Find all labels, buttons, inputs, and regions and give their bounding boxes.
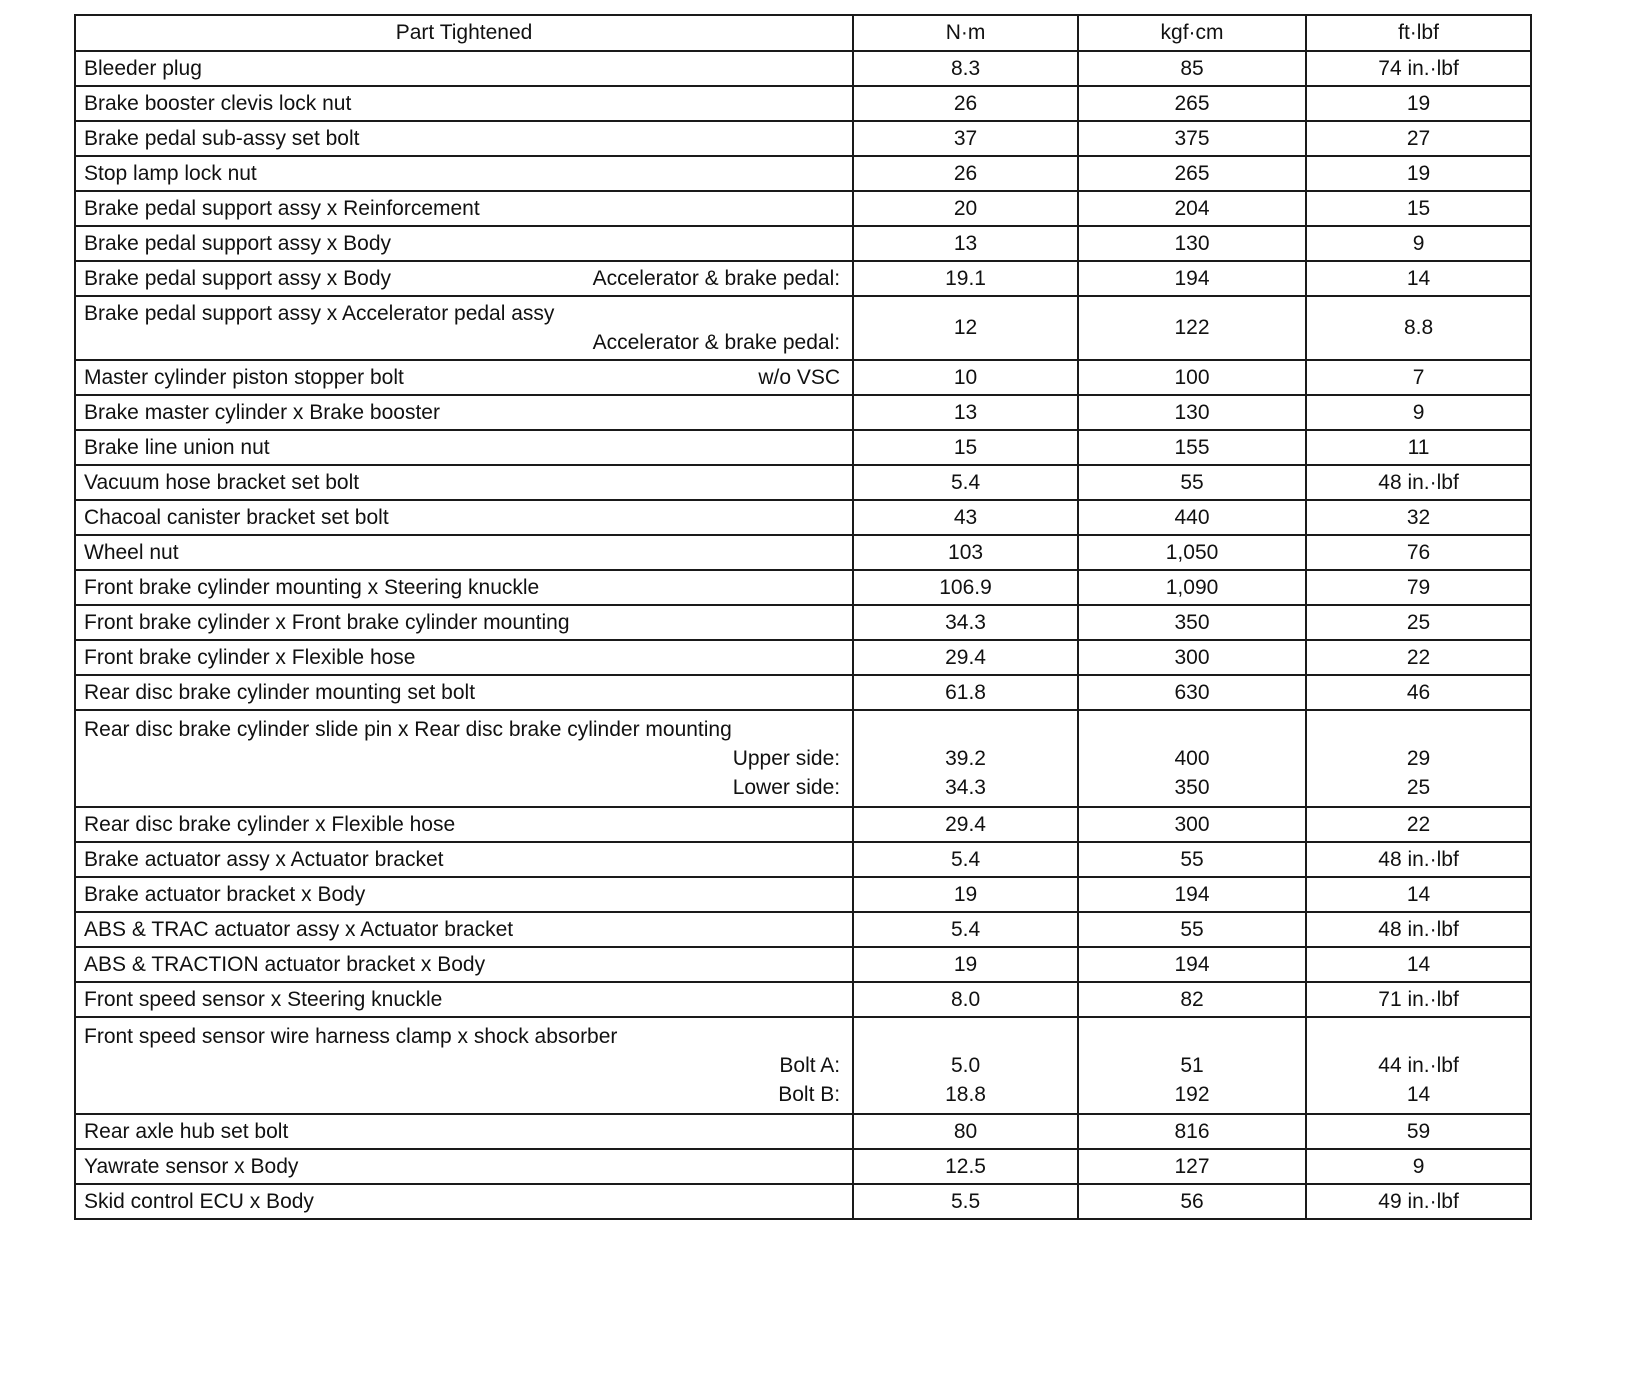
ft-cell: 11 (1306, 430, 1531, 465)
part-cell (75, 877, 853, 912)
nm-cell: 106.9 (853, 570, 1078, 605)
ft-cell (1306, 1017, 1531, 1114)
ft-cell: 25 (1306, 605, 1531, 640)
table-row (75, 982, 1531, 1017)
part-note: Accelerator & brake pedal: (592, 331, 841, 354)
sub-kgf-value: 400 (1174, 747, 1210, 770)
part-name: ABS & TRAC actuator assy x Actuator bracket (84, 917, 514, 941)
part-cell (75, 121, 853, 156)
part-cell (75, 605, 853, 640)
table-body (75, 51, 1531, 1219)
part-cell (75, 675, 853, 710)
nm-cell: 37 (853, 121, 1078, 156)
part-name: Front brake cylinder x Front brake cylinder mounting (84, 610, 570, 634)
kgf-cell: 204 (1078, 191, 1306, 226)
table-row (75, 500, 1531, 535)
part-name: Brake pedal sub-assy set bolt (84, 126, 360, 150)
sub-ft-value: 44 in.·lbf (1378, 1054, 1459, 1077)
ft-cell: 74 in.·lbf (1306, 51, 1531, 86)
ft-cell: 14 (1306, 947, 1531, 982)
ft-cell: 9 (1306, 226, 1531, 261)
table-row (75, 86, 1531, 121)
sub-nm-value: 34.3 (945, 776, 986, 799)
ft-cell: 48 in.·lbf (1306, 465, 1531, 500)
part-cell (75, 156, 853, 191)
kgf-cell: 130 (1078, 226, 1306, 261)
sub-nm-value: 18.8 (945, 1083, 986, 1106)
nm-cell: 20 (853, 191, 1078, 226)
sub-ft-value: 14 (1406, 1083, 1431, 1106)
ft-cell: 48 in.·lbf (1306, 912, 1531, 947)
table-row (75, 947, 1531, 982)
part-name: Vacuum hose bracket set bolt (84, 470, 360, 494)
part-name: Front speed sensor wire harness clamp x shock absorber (84, 1025, 618, 1048)
part-cell (75, 535, 853, 570)
kgf-cell: 127 (1078, 1149, 1306, 1184)
ft-cell: 27 (1306, 121, 1531, 156)
sub-label: Bolt B: (778, 1083, 841, 1106)
kgf-cell: 122 (1078, 296, 1306, 360)
part-name: Brake master cylinder x Brake booster (84, 400, 440, 424)
part-name: Front brake cylinder mounting x Steering knuckle (84, 575, 540, 599)
kgf-cell: 265 (1078, 156, 1306, 191)
nm-cell: 5.4 (853, 842, 1078, 877)
kgf-cell (1078, 710, 1306, 807)
table-row (75, 261, 1531, 296)
part-cell (75, 226, 853, 261)
kgf-cell: 55 (1078, 465, 1306, 500)
table-row (75, 535, 1531, 570)
kgf-cell: 375 (1078, 121, 1306, 156)
ft-cell: 32 (1306, 500, 1531, 535)
ft-cell: 19 (1306, 86, 1531, 121)
kgf-cell: 1,090 (1078, 570, 1306, 605)
table-row (75, 605, 1531, 640)
header-row (75, 15, 1531, 51)
nm-cell: 10 (853, 360, 1078, 395)
ft-cell: 22 (1306, 807, 1531, 842)
nm-cell: 5.5 (853, 1184, 1078, 1219)
nm-cell: 80 (853, 1114, 1078, 1149)
nm-cell: 43 (853, 500, 1078, 535)
sub-kgf-value: 350 (1174, 776, 1210, 799)
part-cell (75, 982, 853, 1017)
header-nm: N·m (853, 15, 1078, 51)
part-cell (75, 261, 853, 296)
table-row (75, 1017, 1531, 1114)
table-row (75, 842, 1531, 877)
part-cell (75, 912, 853, 947)
kgf-cell: 300 (1078, 640, 1306, 675)
sub-ft-value: 25 (1406, 776, 1431, 799)
ft-cell: 22 (1306, 640, 1531, 675)
header-kgf: kgf·cm (1078, 15, 1306, 51)
part-name: Brake pedal support assy x Accelerator pedal assy (84, 302, 555, 325)
part-name: Brake actuator assy x Actuator bracket (84, 847, 444, 871)
nm-cell: 5.4 (853, 465, 1078, 500)
ft-cell: 49 in.·lbf (1306, 1184, 1531, 1219)
nm-cell: 26 (853, 86, 1078, 121)
part-name: Brake pedal support assy x Body (84, 266, 392, 290)
table-row (75, 465, 1531, 500)
table-row (75, 570, 1531, 605)
sub-kgf-value: 192 (1174, 1083, 1210, 1106)
part-name: ABS & TRACTION actuator bracket x Body (84, 952, 486, 976)
part-cell (75, 191, 853, 226)
ft-cell: 19 (1306, 156, 1531, 191)
part-cell (75, 842, 853, 877)
ft-cell: 71 in.·lbf (1306, 982, 1531, 1017)
kgf-cell (1078, 1017, 1306, 1114)
part-cell (75, 465, 853, 500)
ft-cell: 7 (1306, 360, 1531, 395)
nm-cell: 61.8 (853, 675, 1078, 710)
kgf-cell: 55 (1078, 842, 1306, 877)
table-row (75, 807, 1531, 842)
kgf-cell: 130 (1078, 395, 1306, 430)
kgf-cell: 1,050 (1078, 535, 1306, 570)
part-name: Master cylinder piston stopper bolt (84, 365, 404, 389)
part-cell (75, 710, 853, 807)
header-part: Part Tightened (75, 15, 853, 51)
kgf-cell: 85 (1078, 51, 1306, 86)
nm-cell: 19 (853, 877, 1078, 912)
nm-cell: 19.1 (853, 261, 1078, 296)
part-name: Skid control ECU x Body (84, 1189, 314, 1213)
sub-label: Bolt A: (779, 1054, 841, 1077)
kgf-cell: 265 (1078, 86, 1306, 121)
kgf-cell: 56 (1078, 1184, 1306, 1219)
table-row (75, 1114, 1531, 1149)
torque-spec-table (74, 14, 1532, 1220)
ft-cell: 15 (1306, 191, 1531, 226)
sub-label: Upper side: (732, 747, 841, 770)
sub-kgf-value: 51 (1180, 1054, 1204, 1077)
header-ft: ft·lbf (1306, 15, 1531, 51)
part-cell (75, 296, 853, 360)
sub-nm-value: 39.2 (945, 747, 986, 770)
table-row (75, 121, 1531, 156)
part-note: Accelerator & brake pedal: (592, 266, 841, 290)
part-name: Front speed sensor x Steering knuckle (84, 987, 443, 1011)
nm-cell: 19 (853, 947, 1078, 982)
part-cell (75, 807, 853, 842)
part-name: Wheel nut (84, 540, 179, 564)
table-row (75, 430, 1531, 465)
part-name: Rear disc brake cylinder slide pin x Rear disc brake cylinder mounting (84, 718, 732, 741)
part-cell (75, 640, 853, 675)
nm-cell: 12.5 (853, 1149, 1078, 1184)
part-cell (75, 500, 853, 535)
part-name: Rear axle hub set bolt (84, 1119, 289, 1143)
table-row (75, 156, 1531, 191)
sub-label: Lower side: (732, 776, 841, 799)
nm-cell: 29.4 (853, 807, 1078, 842)
kgf-cell: 630 (1078, 675, 1306, 710)
table-row (75, 710, 1531, 807)
table-row (75, 226, 1531, 261)
ft-cell: 79 (1306, 570, 1531, 605)
ft-cell: 59 (1306, 1114, 1531, 1149)
part-cell (75, 570, 853, 605)
part-cell (75, 51, 853, 86)
table-row (75, 877, 1531, 912)
ft-cell (1306, 710, 1531, 807)
ft-cell: 9 (1306, 395, 1531, 430)
nm-cell (853, 1017, 1078, 1114)
kgf-cell: 155 (1078, 430, 1306, 465)
table-row (75, 51, 1531, 86)
part-note: w/o VSC (758, 365, 841, 389)
part-name: Brake booster clevis lock nut (84, 91, 352, 115)
part-name: Brake pedal support assy x Reinforcement (84, 196, 480, 220)
sub-ft-value: 29 (1406, 747, 1431, 770)
nm-cell: 8.3 (853, 51, 1078, 86)
ft-cell: 9 (1306, 1149, 1531, 1184)
part-name: Bleeder plug (84, 56, 202, 80)
table-row (75, 395, 1531, 430)
kgf-cell: 194 (1078, 947, 1306, 982)
ft-cell: 8.8 (1306, 296, 1531, 360)
ft-cell: 46 (1306, 675, 1531, 710)
nm-cell: 103 (853, 535, 1078, 570)
ft-cell: 48 in.·lbf (1306, 842, 1531, 877)
part-name: Stop lamp lock nut (84, 161, 257, 185)
part-name: Brake line union nut (84, 435, 270, 459)
kgf-cell: 194 (1078, 877, 1306, 912)
part-name: Brake pedal support assy x Body (84, 231, 392, 255)
part-cell (75, 1149, 853, 1184)
nm-cell: 5.4 (853, 912, 1078, 947)
kgf-cell: 300 (1078, 807, 1306, 842)
ft-cell: 14 (1306, 877, 1531, 912)
nm-cell (853, 710, 1078, 807)
table-row (75, 296, 1531, 360)
part-cell (75, 947, 853, 982)
part-cell (75, 360, 853, 395)
sub-nm-value: 5.0 (950, 1054, 981, 1077)
nm-cell: 15 (853, 430, 1078, 465)
part-cell (75, 395, 853, 430)
part-cell (75, 1017, 853, 1114)
kgf-cell: 440 (1078, 500, 1306, 535)
ft-cell: 76 (1306, 535, 1531, 570)
part-cell (75, 430, 853, 465)
part-name: Brake actuator bracket x Body (84, 882, 366, 906)
part-name: Front brake cylinder x Flexible hose (84, 645, 416, 669)
part-name: Chacoal canister bracket set bolt (84, 505, 389, 529)
nm-cell: 29.4 (853, 640, 1078, 675)
part-name: Rear disc brake cylinder x Flexible hose (84, 812, 456, 836)
nm-cell: 34.3 (853, 605, 1078, 640)
part-cell (75, 1114, 853, 1149)
nm-cell: 12 (853, 296, 1078, 360)
part-cell (75, 1184, 853, 1219)
table-row (75, 640, 1531, 675)
kgf-cell: 100 (1078, 360, 1306, 395)
table-row (75, 1149, 1531, 1184)
kgf-cell: 350 (1078, 605, 1306, 640)
part-name: Yawrate sensor x Body (84, 1154, 299, 1178)
kgf-cell: 82 (1078, 982, 1306, 1017)
kgf-cell: 194 (1078, 261, 1306, 296)
part-cell (75, 86, 853, 121)
ft-cell: 14 (1306, 261, 1531, 296)
part-name: Rear disc brake cylinder mounting set bolt (84, 680, 476, 704)
nm-cell: 8.0 (853, 982, 1078, 1017)
table-row (75, 912, 1531, 947)
nm-cell: 13 (853, 395, 1078, 430)
kgf-cell: 55 (1078, 912, 1306, 947)
table-row (75, 675, 1531, 710)
table-row (75, 1184, 1531, 1219)
table-row (75, 191, 1531, 226)
table-row (75, 360, 1531, 395)
nm-cell: 13 (853, 226, 1078, 261)
kgf-cell: 816 (1078, 1114, 1306, 1149)
nm-cell: 26 (853, 156, 1078, 191)
